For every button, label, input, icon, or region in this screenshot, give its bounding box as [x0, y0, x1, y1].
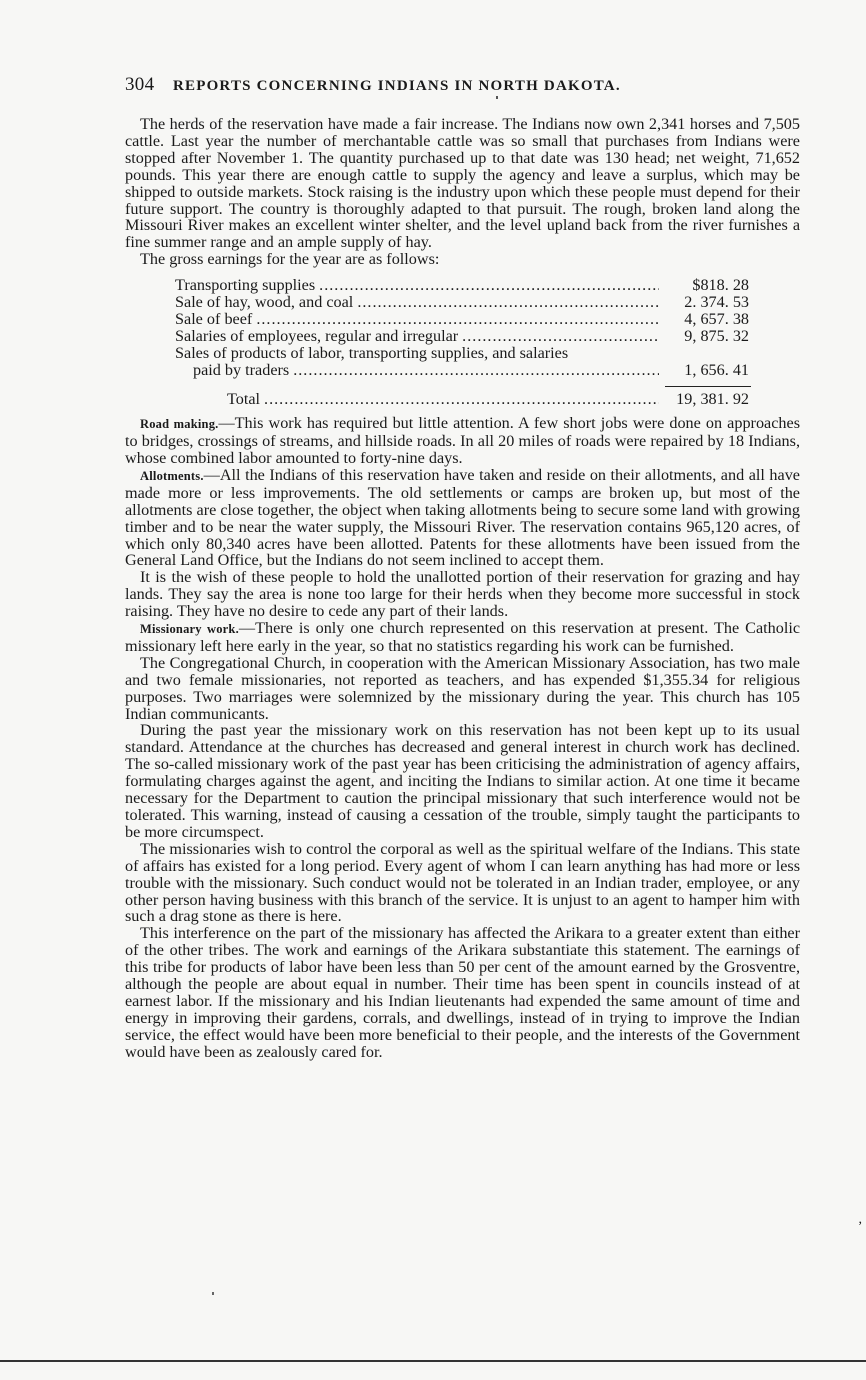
earnings-table	[175, 277, 749, 408]
earnings-row	[175, 328, 749, 345]
leader-dots	[293, 362, 659, 379]
total-label: Total	[227, 390, 261, 409]
earnings-row	[175, 277, 749, 294]
section-lead-allotments: Allotments.	[140, 468, 204, 483]
earnings-amount: 1, 656. 41	[684, 361, 749, 380]
paragraph-missionary-work	[125, 620, 800, 655]
earnings-amount: 2. 374. 53	[684, 293, 749, 312]
leader-dots	[319, 277, 659, 294]
earnings-row	[175, 294, 749, 311]
earnings-label: paid by traders	[193, 361, 290, 380]
earnings-total-row	[175, 391, 749, 408]
earnings-amount: 4, 657. 38	[684, 310, 749, 329]
total-amount: 19, 381. 92	[676, 390, 749, 409]
print-speck	[496, 96, 498, 99]
earnings-label: Sales of products of labor, transporting supplies, and salaries	[175, 344, 569, 363]
paragraph-road-making	[125, 415, 800, 467]
leader-dots	[256, 311, 659, 328]
earnings-label: Salaries of employees, regular and irregular	[175, 327, 459, 346]
earnings-label: Sale of beef	[175, 310, 253, 329]
page-number: 304	[125, 74, 155, 95]
paragraph-allotments	[125, 467, 800, 569]
running-head	[125, 74, 805, 96]
earnings-row	[175, 311, 749, 328]
paragraph-corporal-welfare: The missionaries wish to control the corporal as well as the spiritual welfare of the Indians. This state of affairs has existed for a long period. Every agent of whom I can learn anything has had more or less trouble with the missionary. Such conduct would not be tolerated in an Indian trader, employee, or any other person having business with this branch of the service. It is unjust to an agent to hamper him with such a drag stone as there is here.	[125, 839, 800, 926]
road-making-text: —This work has required but little attention. A few short jobs were done on approaches to bridges, crossings of streams, and hillside roads. In all 20 miles of roads were repaired by 18 Indians, whose combined labor amounted to forty-nine days.	[125, 414, 800, 467]
leader-dots	[462, 328, 659, 345]
section-lead-road-making: Road making.	[140, 417, 219, 432]
earnings-row	[175, 345, 749, 362]
total-rule	[665, 386, 751, 387]
leader-dots	[357, 294, 659, 311]
body-text	[125, 116, 800, 1061]
earnings-label: Transporting supplies	[175, 276, 316, 295]
margin-mark: ,	[858, 1212, 862, 1227]
earnings-amount: 9, 875. 32	[684, 327, 749, 346]
paragraph-earnings-intro: The gross earnings for the year are as follows:	[140, 250, 440, 269]
earnings-label: Sale of hay, wood, and coal	[175, 293, 354, 312]
scan-edge-line	[0, 1360, 866, 1362]
paragraph-herds: The herds of the reservation have made a fair increase. The Indians now own 2,341 horses and 7,505 cattle. Last year the number of merchantable cattle was so small that purchases from Indians were stopped after November 1. The quantity purchased up to that date was 130 head; net weight, 71,652 pounds. This year there are enough cattle to supply the agency and leave a surplus, which may be shipped to outside markets. Stock raising is the industry upon which these people must depend for their future support. The country is thoroughly adapted to that pursuit. The rough, broken land along the Missouri River makes an excellent winter shelter, and the level upland back from the river furnishes a fine summer range and an ample supply of hay.	[125, 115, 800, 252]
earnings-row	[175, 362, 749, 379]
missionary-work-text: —There is only one church represented on this reservation at present. The Catholic missionary left here early in the year, so that no statistics regarding his work can be furnished.	[125, 619, 801, 655]
print-speck	[212, 1292, 214, 1295]
allotments-text: —All the Indians of this reservation have taken and reside on their allotments, and all have made more or less improvements. The old settlements or camps are broken up, but most of the allotments are close together, the object when taking allotments being to secure some land with growing timber and to be near the water supply, the Missouri River. The reservation contains 965,120 acres, of which only 80,340 acres have been allotted. Patents for these allotments have been issued from the General Land Office, but the Indians do not seem inclined to accept them.	[125, 465, 800, 570]
section-lead-missionary-work: Missionary work.	[140, 622, 239, 637]
earnings-amount: $818. 28	[692, 276, 749, 295]
paragraph-past-year: During the past year the missionary work on this reservation has not been kept up to its usual standard. Attendance at the churches has decreased and general interest in church work has declined. The so-called missionary work of the past year has been criticising the administration of agency affairs, formulating charges against the agent, and inciting the Indians to similar action. At one time it became necessary for the Department to caution the principal missionary that such interference would not be tolerated. This warning, instead of causing a cessation of the trouble, simply taught the participants to be more circumspect.	[125, 721, 800, 841]
leader-dots	[264, 391, 659, 408]
paragraph-congregational: The Congregational Church, in cooperation with the American Missionary Association, has two male and two female missionaries, not reported as teachers, and has expended $1,355.34 for religious purposes. Two marriages were solemnized by the missionary during the year. This church has 105 Indian communicants.	[125, 653, 800, 723]
page-title: REPORTS CONCERNING INDIANS IN NORTH DAKOTA.	[172, 78, 621, 94]
paragraph-arikara: This interference on the part of the missionary has affected the Arikara to a greater extent than either of the other tribes. The work and earnings of the Arikara substantiate this statement. The earnings of this tribe for products of labor have been less than 50 per cent of the amount earned by the Grosventre, although the people are about equal in number. Their time has been spent in councils instead of at earnest labor. If the missionary and his Indian lieutenants had expended the same amount of time and energy in improving their gardens, corrals, and dwellings, instead of in trying to improve the Indian service, the effect would have been more beneficial to their people, and the interests of the Government would have been as zealously cared for.	[125, 924, 800, 1061]
paragraph-unallotted: It is the wish of these people to hold the unallotted portion of their reservation for grazing and hay lands. They say the area is none too large for their herds when they become more successful in stock raising. They have no desire to cede any part of their lands.	[125, 568, 800, 621]
